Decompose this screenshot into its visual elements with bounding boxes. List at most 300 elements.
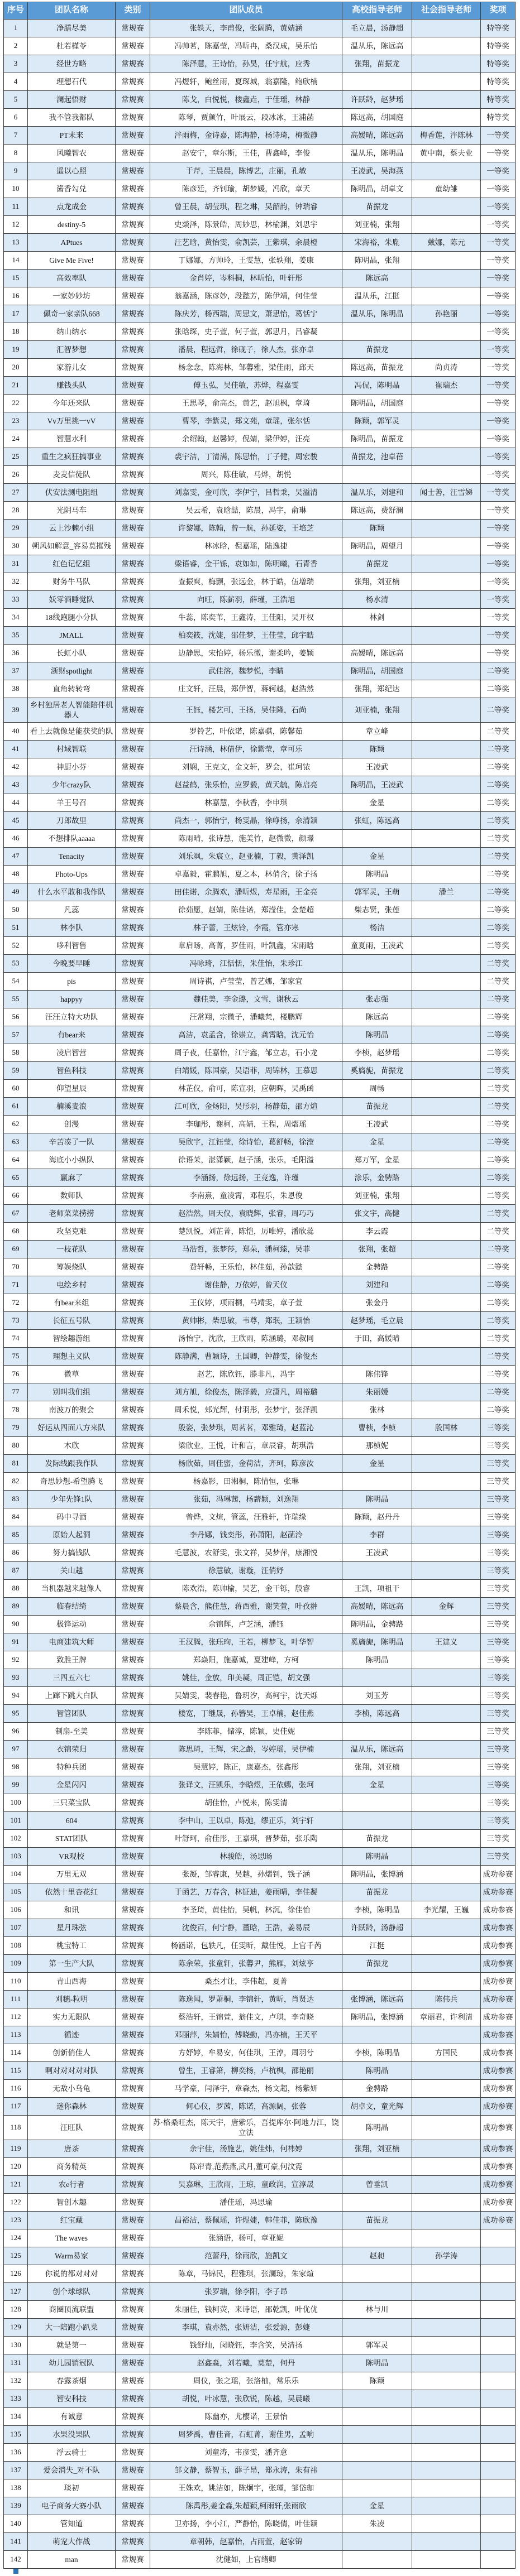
- cell-category: 常规赛: [116, 145, 150, 162]
- cell-social_advisor: [412, 698, 481, 723]
- cell-uni_advisor: 高媛晴，陈远高: [342, 127, 412, 145]
- cell-award: 二等奖: [481, 1294, 516, 1312]
- cell-social_advisor: [412, 901, 481, 919]
- cell-social_advisor: [412, 2551, 481, 2569]
- cell-award: 三等奖: [481, 1508, 516, 1526]
- cell-uni_advisor: 陈明晶，胡卓文: [342, 180, 412, 198]
- cell-uni_advisor: 苗振龙: [342, 1098, 412, 1116]
- cell-uni_advisor: 张博涵，陈远高: [342, 1991, 412, 2008]
- cell-category: 常规赛: [116, 1812, 150, 1830]
- cell-award: [481, 2229, 516, 2247]
- cell-award: 二等奖: [481, 1401, 516, 1419]
- table-row: [4, 1866, 516, 1883]
- cell-team: 汪旺队: [28, 2116, 116, 2140]
- cell-social_advisor: [412, 1401, 481, 1419]
- table-row: [4, 830, 516, 848]
- cell-team: 海底小小纵队: [28, 1151, 116, 1169]
- cell-no: 8: [4, 145, 28, 162]
- cell-team: 红色记忆组: [28, 555, 116, 573]
- cell-members: 陈禹彤,姜金淼,朱超颖,柯雨轩,张雨欣: [150, 2497, 342, 2515]
- cell-members: 周仪，张之瑶，张洛柚，常乐乐: [150, 2372, 342, 2390]
- table-row: [4, 20, 516, 37]
- cell-award: 一等奖: [481, 412, 516, 430]
- cell-award: 三等奖: [481, 1633, 516, 1651]
- cell-team: 佩奇一家亲队668: [28, 305, 116, 323]
- table-row: [4, 1366, 516, 1383]
- cell-category: 常规赛: [116, 1455, 150, 1473]
- cell-team: 管知道: [28, 2515, 116, 2533]
- cell-uni_advisor: 张翔，刘亚楠: [342, 573, 412, 591]
- cell-uni_advisor: [342, 2026, 412, 2044]
- cell-team: 杜若槿苓: [28, 37, 116, 55]
- table-row: [4, 2533, 516, 2551]
- cell-award: 特等奖: [481, 73, 516, 91]
- cell-no: 128: [4, 2301, 28, 2319]
- cell-uni_advisor: 张翔，刘亚楠: [342, 1758, 412, 1776]
- cell-social_advisor: [412, 955, 481, 973]
- cell-members: 刘娴，王克文，金文轩，罗会，崔珂铱: [150, 758, 342, 776]
- cell-no: 15: [4, 270, 28, 287]
- cell-uni_advisor: 温从乐，刘建和: [342, 484, 412, 502]
- cell-members: 赵艺，陈欣钰，滕非凡，冯宇: [150, 1366, 342, 1383]
- cell-award: 三等奖: [481, 1812, 516, 1830]
- cell-social_advisor: 陈伟兵: [412, 1991, 481, 2008]
- cell-members: 张罗瑞，徐李阳，李子昂: [150, 2283, 342, 2301]
- cell-social_advisor: [412, 794, 481, 812]
- cell-team: Tenacity: [28, 848, 116, 866]
- cell-award: 一等奖: [481, 448, 516, 466]
- cell-members: 张译文，汪凯乐，李晗煜，王依娜，张珂: [150, 1776, 342, 1794]
- cell-members: 史燚泽，陈景皓，周妙思，林榆渊，刘思宇: [150, 216, 342, 234]
- table-row: [4, 2319, 516, 2337]
- cell-award: 一等奖: [481, 430, 516, 448]
- cell-no: 52: [4, 937, 28, 955]
- cell-category: 常规赛: [116, 991, 150, 1008]
- table-row: [4, 1651, 516, 1669]
- cell-uni_advisor: 李云霞: [342, 1223, 412, 1241]
- cell-no: 73: [4, 1312, 28, 1330]
- cell-social_advisor: [412, 2408, 481, 2426]
- cell-team: 重生之疯狂搞事业: [28, 448, 116, 466]
- table-row: [4, 1776, 516, 1794]
- cell-team: 水果没果队: [28, 2426, 116, 2444]
- cell-award: 一等奖: [481, 323, 516, 341]
- cell-category: 常规赛: [116, 758, 150, 776]
- cell-category: 常规赛: [116, 466, 150, 484]
- cell-award: 三等奖: [481, 1526, 516, 1544]
- table-body: [4, 20, 516, 2569]
- cell-no: 141: [4, 2533, 28, 2551]
- cell-category: 常规赛: [116, 573, 150, 591]
- table-row: [4, 1580, 516, 1598]
- cell-social_advisor: [412, 448, 481, 466]
- cell-award: 一等奖: [481, 484, 516, 502]
- cell-social_advisor: [412, 2062, 481, 2080]
- cell-uni_advisor: [342, 830, 412, 848]
- table-row: [4, 1312, 516, 1330]
- cell-no: 103: [4, 1848, 28, 1866]
- cell-social_advisor: [412, 680, 481, 698]
- cell-category: 常规赛: [116, 1294, 150, 1312]
- cell-team: 仰望星辰: [28, 1080, 116, 1098]
- cell-uni_advisor: 苗振龙: [342, 1830, 412, 1848]
- table-row: [4, 2158, 516, 2176]
- table-row: [4, 430, 516, 448]
- cell-category: 常规赛: [116, 919, 150, 937]
- cell-no: 54: [4, 973, 28, 991]
- cell-team: 遥以心照: [28, 162, 116, 180]
- cell-uni_advisor: [342, 627, 412, 645]
- cell-category: 常规赛: [116, 484, 150, 502]
- cell-category: 常规赛: [116, 1973, 150, 1991]
- cell-uni_advisor: 柴志贤，张莲: [342, 901, 412, 919]
- cell-uni_advisor: 王凌武: [342, 1544, 412, 1562]
- cell-uni_advisor: 张翔，张超: [342, 1241, 412, 1258]
- cell-social_advisor: [412, 2319, 481, 2337]
- cell-category: 常规赛: [116, 127, 150, 145]
- cell-social_advisor: [412, 1151, 481, 1169]
- cell-members: 柏奕筱，沈婕，邵佳梦，王佳莹，邱宇皓: [150, 627, 342, 645]
- cell-members: 王仪婷，项雨桐，马靖雯，章子萱: [150, 1294, 342, 1312]
- cell-category: 常规赛: [116, 1330, 150, 1348]
- cell-no: 59: [4, 1062, 28, 1080]
- cell-social_advisor: [412, 723, 481, 741]
- cell-uni_advisor: 李桢，陈明晶: [342, 2044, 412, 2062]
- cell-social_advisor: 潘兰: [412, 883, 481, 901]
- cell-uni_advisor: 陈明晶: [342, 866, 412, 883]
- cell-team: Vv万里挑一vV: [28, 412, 116, 430]
- cell-award: [481, 2533, 516, 2551]
- cell-team: 我不管我都队: [28, 109, 116, 127]
- cell-award: 一等奖: [481, 591, 516, 609]
- table-row: [4, 2080, 516, 2098]
- cell-no: 85: [4, 1526, 28, 1544]
- cell-social_advisor: [412, 1330, 481, 1348]
- cell-team: 不想排队aaaaa: [28, 830, 116, 848]
- cell-no: 92: [4, 1651, 28, 1669]
- bottom-left-artifact: [13, 2569, 18, 2574]
- cell-social_advisor: [412, 2462, 481, 2479]
- cell-members: 王钰，楼艺可，王扬，吴佳隆，石尚: [150, 698, 342, 723]
- table-row: [4, 1348, 516, 1366]
- cell-uni_advisor: 朱凌: [342, 2515, 412, 2533]
- table-row: [4, 1419, 516, 1437]
- cell-award: 一等奖: [481, 573, 516, 591]
- cell-team: 智安科技: [28, 2390, 116, 2408]
- cell-team: 努力搞钱队: [28, 1544, 116, 1562]
- cell-category: 常规赛: [116, 1901, 150, 1919]
- cell-uni_advisor: 林与川: [342, 2301, 412, 2319]
- cell-category: 常规赛: [116, 55, 150, 73]
- table-row: [4, 2176, 516, 2194]
- cell-social_advisor: [412, 1312, 481, 1330]
- cell-social_advisor: [412, 2080, 481, 2098]
- cell-members: 杨欣茹，周佳蜜，金荷洁，齐珂，陈彦汝: [150, 1455, 342, 1473]
- table-row: [4, 359, 516, 377]
- cell-award: 成功参赛: [481, 2098, 516, 2116]
- cell-members: 周禾悦，郏光辉，付羽彤，张梦宇，张泽凯: [150, 1401, 342, 1419]
- cell-members: 杨嘉影，田湘桐，陈情恒，张琳: [150, 1473, 342, 1491]
- cell-team: 桃宝特工: [28, 1937, 116, 1955]
- cell-no: 97: [4, 1741, 28, 1758]
- cell-social_advisor: [412, 73, 481, 91]
- cell-team: 汇智梦想: [28, 341, 116, 359]
- cell-team: 无敌小乌龟: [28, 2080, 116, 2098]
- cell-members: 章启旸，高菁，罗佳雨，叶凯鑫，宋雨晗: [150, 937, 342, 955]
- table-row: [4, 73, 516, 91]
- cell-members: 陈章，马锦民，程雅琪，张澜琼，朱家煊: [150, 2265, 342, 2283]
- table-row: [4, 1687, 516, 1705]
- cell-members: 吴慧婷，陈正，康嘉杰，张鑫彤: [150, 1758, 342, 1776]
- table-row: [4, 1223, 516, 1241]
- cell-category: 常规赛: [116, 1937, 150, 1955]
- cell-members: 桑杰才让，李伟超，夏菁: [150, 1973, 342, 1991]
- cell-social_advisor: [412, 2098, 481, 2116]
- cell-uni_advisor: 陈明晶: [342, 2062, 412, 2080]
- table-row: [4, 234, 516, 252]
- cell-social_advisor: [412, 1866, 481, 1883]
- cell-award: 二等奖: [481, 848, 516, 866]
- cell-social_advisor: 李光耀，王巍: [412, 1901, 481, 1919]
- cell-team: Photo-Ups: [28, 866, 116, 883]
- cell-uni_advisor: 郭军灵: [342, 2337, 412, 2354]
- cell-members: 张晗琛，史子萱，何子萱，郭思月，吕睿凝: [150, 323, 342, 341]
- cell-award: 成功参赛: [481, 2062, 516, 2080]
- cell-uni_advisor: [342, 2462, 412, 2479]
- cell-members: 李中山，王以卓，陈弛，缪正乐，刘宇轩: [150, 1812, 342, 1830]
- cell-social_advisor: [412, 1580, 481, 1598]
- cell-category: 常规赛: [116, 555, 150, 573]
- cell-members: 田佳诺，余腾欢，潘昕煜，寿星雨，王金亮: [150, 883, 342, 901]
- table-row: [4, 741, 516, 758]
- cell-members: 吴婧雯，裴春艳，鲁玥汐，高柯宇，沈天烁: [150, 1687, 342, 1705]
- cell-social_advisor: [412, 645, 481, 662]
- cell-category: 常规赛: [116, 1133, 150, 1151]
- cell-category: 常规赛: [116, 2408, 150, 2426]
- cell-no: 48: [4, 866, 28, 883]
- cell-social_advisor: 孙学涛: [412, 2247, 481, 2265]
- cell-social_advisor: [412, 2026, 481, 2044]
- cell-social_advisor: [412, 55, 481, 73]
- cell-members: 陈雨晴，张诗慧，施美竹，赵微微，颜璟: [150, 830, 342, 848]
- cell-members: 楼宽，丁继晟，孙簪昊，王卓楠，赵佳燕: [150, 1705, 342, 1723]
- cell-category: 常规赛: [116, 270, 150, 287]
- cell-category: 常规赛: [116, 741, 150, 758]
- cell-uni_advisor: 陈明晶: [342, 2354, 412, 2372]
- cell-members: 张茹，冯琳茜，杨薪颖，刘逸翔: [150, 1491, 342, 1508]
- table-row: [4, 2283, 516, 2301]
- cell-members: 陈欢浩，陈帅榆，吴艺，金干铄，殷睿: [150, 1580, 342, 1598]
- cell-team: 好运从四面八方来队: [28, 1419, 116, 1437]
- table-row: [4, 1276, 516, 1294]
- cell-no: 62: [4, 1116, 28, 1133]
- cell-members: 徐慧敏，谢璇，汪俏妤: [150, 1562, 342, 1580]
- cell-category: 常规赛: [116, 2247, 150, 2265]
- cell-uni_advisor: 张虹，陈远高: [342, 812, 412, 830]
- cell-award: 二等奖: [481, 1383, 516, 1401]
- cell-no: 115: [4, 2062, 28, 2080]
- cell-category: 常规赛: [116, 627, 150, 645]
- cell-team: 迷你森林: [28, 2098, 116, 2116]
- cell-team: 创新俏佳人: [28, 2044, 116, 2062]
- cell-members: 向旺，陈薪羽，薛瑾，王浩旭: [150, 591, 342, 609]
- cell-award: [481, 2390, 516, 2408]
- cell-award: 三等奖: [481, 1651, 516, 1669]
- cell-no: 138: [4, 2479, 28, 2497]
- cell-no: 88: [4, 1580, 28, 1598]
- cell-social_advisor: [412, 1455, 481, 1473]
- cell-uni_advisor: 郑万军，金星: [342, 1151, 412, 1169]
- cell-category: 常规赛: [116, 2497, 150, 2515]
- cell-members: 张凝，邹睿康，吴越，孙熠钊，钱子涵: [150, 1866, 342, 1883]
- table-row: [4, 2116, 516, 2140]
- cell-uni_advisor: 胡卓文，童光辉: [342, 2098, 412, 2116]
- cell-members: 李珈彤，谢柯，高婧，王程，周熠瑶: [150, 1116, 342, 1133]
- cell-award: 特等奖: [481, 20, 516, 37]
- cell-no: 18: [4, 323, 28, 341]
- cell-category: 常规赛: [116, 2158, 150, 2176]
- cell-team: 青山西海: [28, 1973, 116, 1991]
- cell-award: 特等奖: [481, 91, 516, 109]
- cell-members: 方妤婷，牟易安，何佳琪，王淳，周羽兮: [150, 2044, 342, 2062]
- cell-uni_advisor: 于田，高媛晴: [342, 1330, 412, 1348]
- table-row: [4, 2354, 516, 2372]
- cell-members: 汪常翔，宗微子，潘曦梵，楼鹏辉: [150, 1008, 342, 1026]
- cell-members: 陈帘青,范燕燕,武月,董可豪,何汶霓: [150, 2158, 342, 2176]
- cell-award: 二等奖: [481, 1276, 516, 1294]
- cell-team: 农e行者: [28, 2176, 116, 2194]
- cell-category: 常规赛: [116, 2140, 150, 2158]
- cell-uni_advisor: 刘亚楠，张翔: [342, 1187, 412, 1205]
- table-row: [4, 2497, 516, 2515]
- cell-social_advisor: [412, 1794, 481, 1812]
- cell-members: 周兴，陈佳敏，马烨，胡悦: [150, 466, 342, 484]
- cell-members: 林冰晗，倪嘉瑶，陆逸捷: [150, 537, 342, 555]
- cell-category: 常规赛: [116, 848, 150, 866]
- cell-social_advisor: [412, 812, 481, 830]
- cell-members: 冯帅茗，陈嘉莹，冯昕冉，桑汉成，吴乐怡: [150, 37, 342, 55]
- cell-category: 常规赛: [116, 662, 150, 680]
- table-row: [4, 1026, 516, 1044]
- cell-social_advisor: [412, 1669, 481, 1687]
- cell-team: 别叫我们组: [28, 1383, 116, 1401]
- cell-social_advisor: [412, 1830, 481, 1848]
- table-row: [4, 812, 516, 830]
- cell-team: 今晚要早睡: [28, 955, 116, 973]
- cell-uni_advisor: 李桢，陈明晶: [342, 1901, 412, 1919]
- cell-team: 智慧水利: [28, 430, 116, 448]
- cell-no: 98: [4, 1758, 28, 1776]
- cell-award: [481, 2247, 516, 2265]
- cell-team: 伏安法测电阻组: [28, 484, 116, 502]
- cell-no: 125: [4, 2247, 28, 2265]
- cell-uni_advisor: 郭军灵，王萌: [342, 883, 412, 901]
- cell-no: 4: [4, 73, 28, 91]
- cell-social_advisor: [412, 1116, 481, 1133]
- cell-team: 三只菜宝队: [28, 1794, 116, 1812]
- cell-social_advisor: [412, 1205, 481, 1223]
- cell-team: 澜起悟财: [28, 91, 116, 109]
- cell-uni_advisor: 陈明晶: [342, 1026, 412, 1044]
- cell-team: APtues: [28, 234, 116, 252]
- table-row: [4, 955, 516, 973]
- cell-social_advisor: [412, 2140, 481, 2158]
- cell-no: 42: [4, 758, 28, 776]
- table-row: [4, 1383, 516, 1401]
- cell-social_advisor: [412, 520, 481, 537]
- cell-members: 查振爽，梅颢，张远金，林于皓，伍增瑞: [150, 573, 342, 591]
- table-row: [4, 1294, 516, 1312]
- table-row: [4, 973, 516, 991]
- cell-social_advisor: [412, 1294, 481, 1312]
- cell-social_advisor: [412, 216, 481, 234]
- cell-uni_advisor: [342, 2426, 412, 2444]
- table-row: [4, 502, 516, 520]
- cell-uni_advisor: 陈远高: [342, 1008, 412, 1026]
- cell-members: 吴欣宇，江钰莹，徐诗怡，葛舒畅，徐滢: [150, 1133, 342, 1151]
- cell-category: 常规赛: [116, 1616, 150, 1633]
- cell-social_advisor: [412, 109, 481, 127]
- table-row: [4, 2337, 516, 2354]
- cell-category: 常规赛: [116, 1419, 150, 1437]
- cell-no: 68: [4, 1223, 28, 1241]
- cell-social_advisor: [412, 919, 481, 937]
- cell-no: 107: [4, 1919, 28, 1937]
- cell-team: 少年先锋1队: [28, 1491, 116, 1508]
- cell-no: 126: [4, 2265, 28, 2283]
- cell-award: 成功参赛: [481, 1919, 516, 1937]
- cell-team: 电商建筑大师: [28, 1633, 116, 1651]
- cell-no: 123: [4, 2212, 28, 2229]
- cell-social_advisor: 方国民: [412, 2044, 481, 2062]
- cell-award: 二等奖: [481, 758, 516, 776]
- cell-uni_advisor: 陈明晶，胡国庭: [342, 395, 412, 412]
- cell-members: 刘嘉雯，金可欣，李伊宁，吕哲秉，吴溢清: [150, 484, 342, 502]
- cell-team: 妖零酒睡觉队: [28, 591, 116, 609]
- cell-award: 三等奖: [481, 1669, 516, 1687]
- cell-social_advisor: [412, 973, 481, 991]
- cell-no: 51: [4, 919, 28, 937]
- cell-award: 二等奖: [481, 698, 516, 723]
- cell-members: 陈庆芳，杨西瑞，周思文，萧思怡，葛恬宁: [150, 305, 342, 323]
- cell-no: 20: [4, 359, 28, 377]
- table-row: [4, 1044, 516, 1062]
- cell-category: 常规赛: [116, 1276, 150, 1294]
- cell-team: 赢麻了: [28, 1169, 116, 1187]
- cell-uni_advisor: 苗振龙: [342, 1955, 412, 1973]
- cell-social_advisor: [412, 2337, 481, 2354]
- table-row: [4, 1758, 516, 1776]
- cell-members: 马浩哲，张梦莎，郑朵，潘柯臻，吴菲: [150, 1241, 342, 1258]
- cell-team: Give Me Five!: [28, 252, 116, 270]
- table-row: [4, 1616, 516, 1633]
- cell-no: 113: [4, 2026, 28, 2044]
- cell-category: 常规赛: [116, 1705, 150, 1723]
- cell-social_advisor: 戴娜，陈元: [412, 234, 481, 252]
- cell-team: 理想主义队: [28, 1348, 116, 1366]
- cell-category: 常规赛: [116, 1223, 150, 1241]
- cell-award: [481, 2283, 516, 2301]
- cell-uni_advisor: 陈颖: [342, 741, 412, 758]
- cell-members: 陈幽亦，尤樱诺，王景怡: [150, 2408, 342, 2426]
- cell-team: 商务精英: [28, 2158, 116, 2176]
- cell-team: destiny-5: [28, 216, 116, 234]
- cell-category: 常规赛: [116, 1312, 150, 1330]
- table-row: [4, 55, 516, 73]
- cell-social_advisor: [412, 1562, 481, 1580]
- cell-award: 二等奖: [481, 919, 516, 937]
- cell-category: 常规赛: [116, 2515, 150, 2533]
